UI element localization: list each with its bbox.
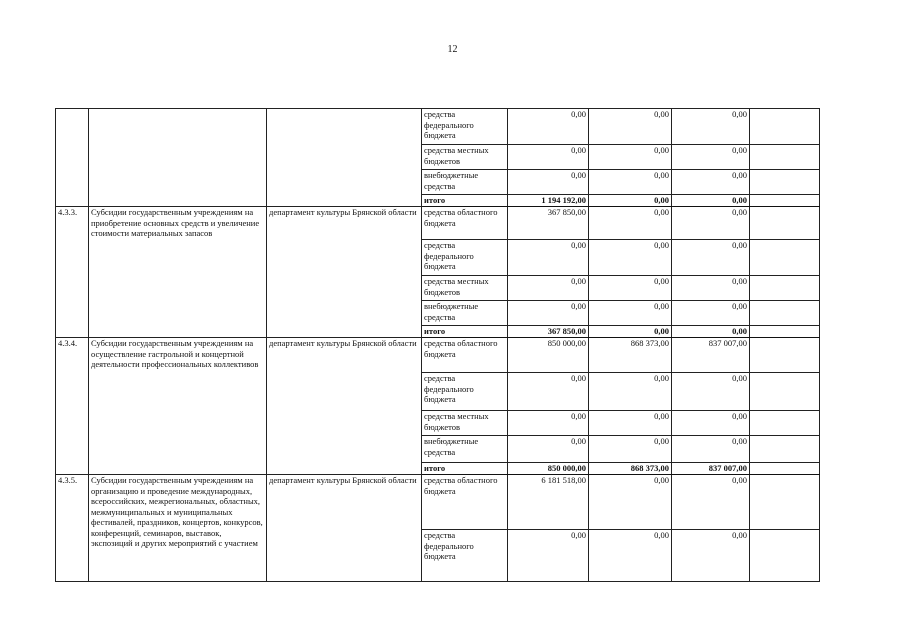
executor: департамент культуры Брянской области	[267, 207, 422, 338]
amount-v1: 1 194 192,00	[508, 195, 589, 207]
amount-v3: 0,00	[672, 436, 750, 463]
amount-v2: 0,00	[589, 436, 672, 463]
funding-source: итого	[422, 463, 508, 475]
empty-cell	[750, 109, 820, 145]
amount-v3: 0,00	[672, 411, 750, 436]
activity-code: 4.3.4.	[56, 338, 89, 475]
amount-v2: 0,00	[589, 109, 672, 145]
amount-v2: 0,00	[589, 145, 672, 170]
amount-v3: 0,00	[672, 301, 750, 326]
amount-v3: 0,00	[672, 373, 750, 411]
funding-source: средства федерального бюджета	[422, 530, 508, 582]
activity-code	[56, 109, 89, 207]
activity-name: Субсидии государственным учреждениям на приобретение основных средств и увеличение стоимости материальных запасов	[89, 207, 267, 338]
amount-v2: 0,00	[589, 475, 672, 530]
amount-v3: 0,00	[672, 145, 750, 170]
amount-v3: 0,00	[672, 109, 750, 145]
amount-v3: 0,00	[672, 240, 750, 276]
empty-cell	[750, 436, 820, 463]
empty-cell	[750, 373, 820, 411]
page-number: 12	[447, 44, 458, 55]
amount-v1: 0,00	[508, 530, 589, 582]
funding-source: средства областного бюджета	[422, 475, 508, 530]
amount-v1: 0,00	[508, 170, 589, 195]
funding-source: средства местных бюджетов	[422, 411, 508, 436]
amount-v2: 868 373,00	[589, 463, 672, 475]
table-row	[56, 207, 820, 240]
executor: департамент культуры Брянской области	[267, 475, 422, 582]
amount-v1: 0,00	[508, 411, 589, 436]
empty-cell	[750, 463, 820, 475]
budget-table	[55, 108, 820, 582]
amount-v1: 367 850,00	[508, 326, 589, 338]
empty-cell	[750, 326, 820, 338]
funding-source: средства областного бюджета	[422, 207, 508, 240]
amount-v2: 0,00	[589, 276, 672, 301]
amount-v3: 837 007,00	[672, 338, 750, 373]
funding-source: средства федерального бюджета	[422, 109, 508, 145]
amount-v2: 0,00	[589, 207, 672, 240]
amount-v1: 0,00	[508, 276, 589, 301]
amount-v1: 850 000,00	[508, 463, 589, 475]
amount-v3: 0,00	[672, 276, 750, 301]
activity-code: 4.3.3.	[56, 207, 89, 338]
amount-v1: 0,00	[508, 240, 589, 276]
amount-v2: 0,00	[589, 195, 672, 207]
table-row	[56, 109, 820, 145]
funding-source: средства федерального бюджета	[422, 373, 508, 411]
amount-v2: 0,00	[589, 326, 672, 338]
amount-v1: 0,00	[508, 109, 589, 145]
funding-source: средства местных бюджетов	[422, 276, 508, 301]
activity-name	[89, 109, 267, 207]
executor: департамент культуры Брянской области	[267, 338, 422, 475]
activity-code: 4.3.5.	[56, 475, 89, 582]
funding-source: внебюджетные средства	[422, 301, 508, 326]
empty-cell	[750, 207, 820, 240]
amount-v2: 0,00	[589, 170, 672, 195]
table-row	[56, 475, 820, 530]
funding-source: средства местных бюджетов	[422, 145, 508, 170]
amount-v1: 0,00	[508, 145, 589, 170]
funding-source: средства федерального бюджета	[422, 240, 508, 276]
empty-cell	[750, 411, 820, 436]
funding-source: итого	[422, 326, 508, 338]
amount-v1: 6 181 518,00	[508, 475, 589, 530]
funding-source: средства областного бюджета	[422, 338, 508, 373]
amount-v2: 0,00	[589, 411, 672, 436]
empty-cell	[750, 145, 820, 170]
amount-v3: 0,00	[672, 530, 750, 582]
funding-source: внебюджетные средства	[422, 170, 508, 195]
empty-cell	[750, 170, 820, 195]
amount-v1: 0,00	[508, 301, 589, 326]
amount-v2: 868 373,00	[589, 338, 672, 373]
amount-v3: 0,00	[672, 475, 750, 530]
amount-v3: 0,00	[672, 326, 750, 338]
amount-v2: 0,00	[589, 530, 672, 582]
table-row	[56, 338, 820, 373]
funding-source: итого	[422, 195, 508, 207]
empty-cell	[750, 301, 820, 326]
amount-v2: 0,00	[589, 301, 672, 326]
amount-v3: 0,00	[672, 207, 750, 240]
amount-v3: 0,00	[672, 170, 750, 195]
activity-name: Субсидии государственным учреждениям на организацию и проведение международных, всероссийских, межрегиональных, областных, межмуниципальных и муниципальных фестивалей, праздников, концертов, конкурсов, конференций, семинаров, выставок, экспозиций и других мероприятий с участием	[89, 475, 267, 582]
funding-source: внебюджетные средства	[422, 436, 508, 463]
amount-v3: 0,00	[672, 195, 750, 207]
amount-v2: 0,00	[589, 373, 672, 411]
empty-cell	[750, 276, 820, 301]
amount-v2: 0,00	[589, 240, 672, 276]
amount-v3: 837 007,00	[672, 463, 750, 475]
executor	[267, 109, 422, 207]
empty-cell	[750, 240, 820, 276]
empty-cell	[750, 530, 820, 582]
amount-v1: 0,00	[508, 436, 589, 463]
amount-v1: 850 000,00	[508, 338, 589, 373]
amount-v1: 0,00	[508, 373, 589, 411]
empty-cell	[750, 475, 820, 530]
empty-cell	[750, 338, 820, 373]
amount-v1: 367 850,00	[508, 207, 589, 240]
activity-name: Субсидии государственным учреждениям на осуществление гастрольной и концертной деятельности профессиональных коллективов	[89, 338, 267, 475]
empty-cell	[750, 195, 820, 207]
